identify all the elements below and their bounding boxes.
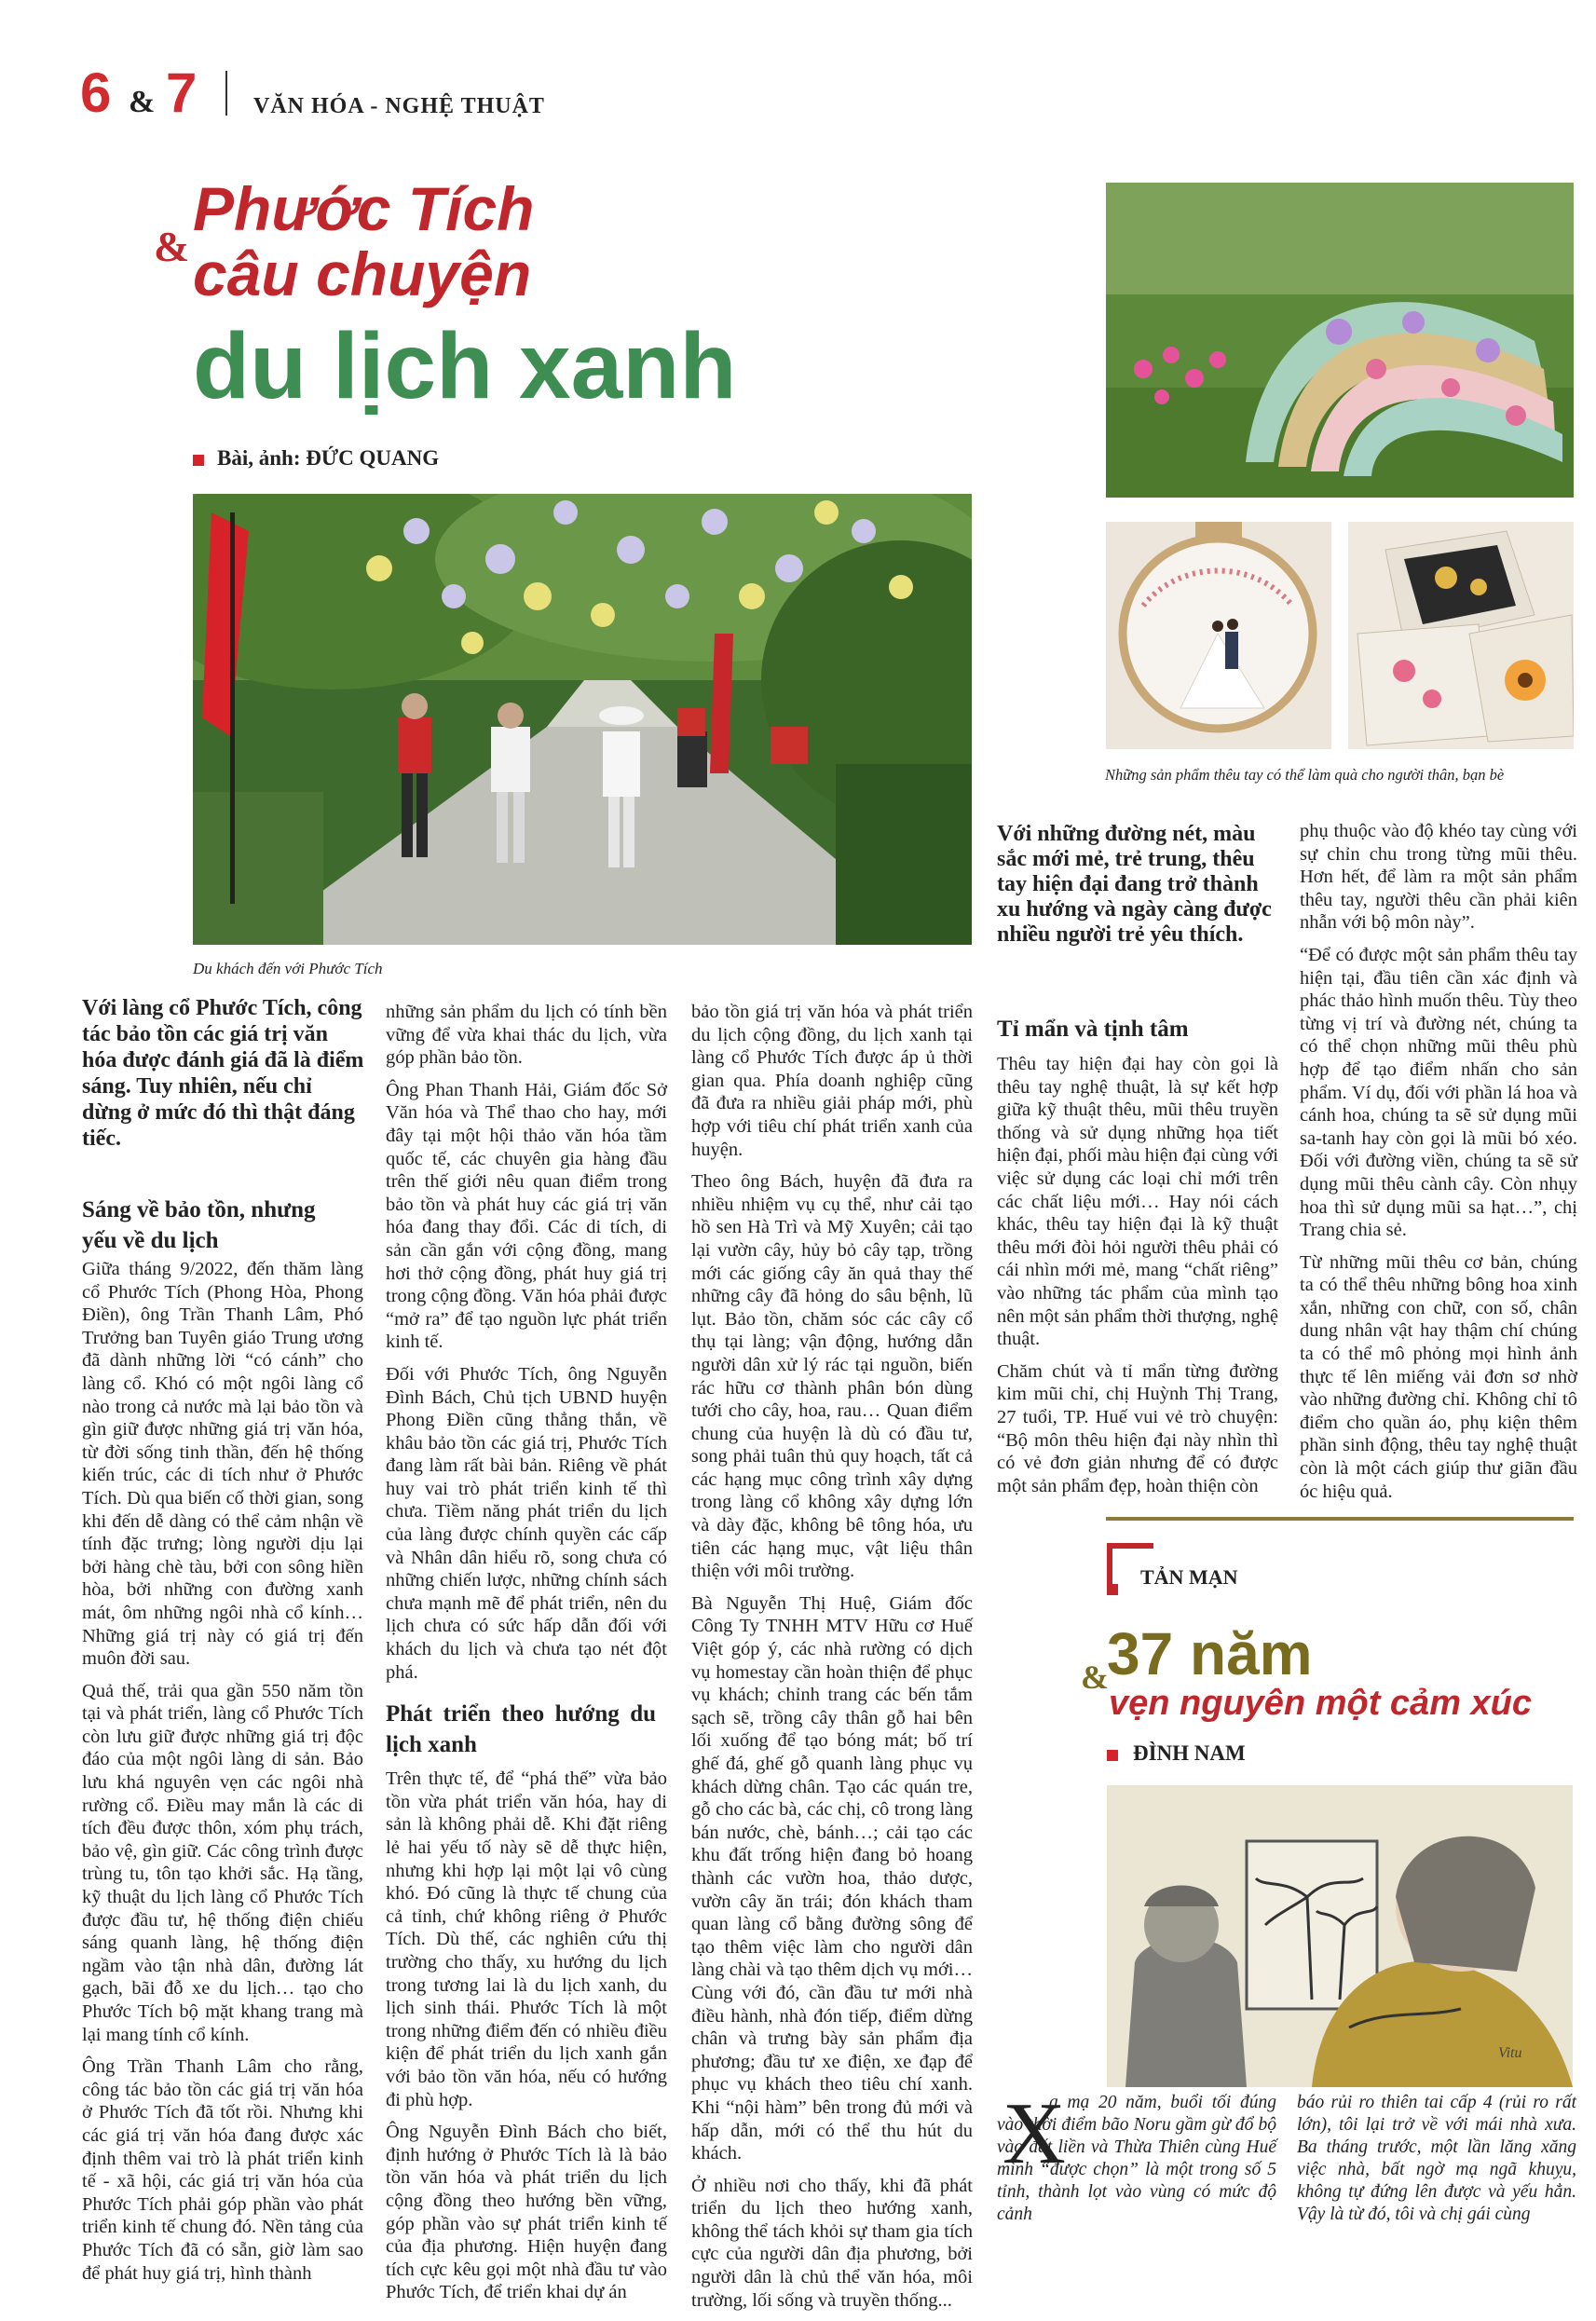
embroidery-box-photo: [1348, 522, 1574, 749]
embroidered-headbands-image: [1106, 183, 1574, 498]
village-path-photo: [193, 494, 972, 945]
tan-man-text-right: báo rủi ro thiên tai cấp 4 (rủi ro rất lớn), tôi lại trở về với mái nhà xưa. Ba tháng trước, một lần lăng xăng việc nhà, bất ngờ mạ ngã khuỵu, không tự đứng lên được và yếu hẳn. Vậy là từ đó, tôi và chị gái cùng: [1297, 2093, 1576, 2224]
page-number-right: 7: [166, 61, 198, 124]
tan-man-text-left: a mạ 20 năm, buổi tối đúng vào thời điểm bão Noru gầm gừ đổ bộ vào đất liền và Thừa Thiên cùng Huế mình “được chọn” là một trong số 5 tỉnh, thành lọt vào vùng có mức độ cảnh: [997, 2093, 1276, 2224]
col3-paragraph-3: Bà Nguyễn Thị Huệ, Giám đốc Công Ty TNHH MTV Hữu cơ Huế Việt góp ý, các nhà rường có dịch vụ homestay cần hoàn thiện để phục vụ khách; chỉnh trang các bến tắm sạch sẽ, trồng cây thân gỗ hai bên lối xuống để tạo bóng mát; bố trí ghế đá, ghế gỗ quanh làng phục vụ khách dừng chân. Tạo các quán tre, gỗ cho các bà, các chị, cô trong làng bán nước, chè, bánh…; cải tạo các khu đất trống hiện đang bỏ hoang thành các vườn hoa, thảo dược, vườn cây ăn trái; đón khách tham quan làng cổ bằng đường sông để tạo thêm việc làm cho người dân làng chài và tạo thêm dịch vụ mới… Cùng với đó, cần đầu tư mới nhà điều hành, nhà đón tiếp, điểm dừng chân và trưng bày sản phẩm địa phương; đầu tư xe điện, xe đạp để phục vụ khách theo tiêu chí xanh. Khi “nội hàm” bên trong đủ mới và hấp dẫn, mới có thể thu hút du khách.: [691, 1592, 973, 2164]
tan-man-label-box-bottom: [1107, 1584, 1118, 1595]
tan-man-label: TẢN MẠN: [1140, 1565, 1238, 1589]
column-2: [386, 1001, 667, 2314]
col3-paragraph-2: Theo ông Bách, huyện đã đưa ra nhiều nhiệm vụ cụ thể, như cải tạo hồ sen Hà Trì và Mỹ Xuyên; cải tạo lại vườn cây, hủy bỏ cây tạp, trồng mới các giống cây ăn quả thay thế những cây đã hỏng do sâu bệnh, lũ lụt. Bảo tồn, chăm sóc các cây cổ thụ tại làng; vận động, hướng dẫn người dân xử lý rác tại nguồn, biến rác hữu cơ thành phân bón dùng tưới cho cây, hoa, rau… Quan điểm chung của huyện là dù có đầu tư, song phải tuân thủ quy hoạch, tất cả các hạng mục công trình xây dựng trong làng cổ không xây dựng lớn và dày đặc, không bê tông hóa, ưu tiên các hạng mục, vật liệu thân thiện với môi trường.: [691, 1171, 973, 1582]
tan-man-amp: &: [1081, 1659, 1109, 1696]
header-divider: [225, 71, 227, 116]
svg-text:Vitu: Vitu: [1498, 2045, 1522, 2061]
lead-paragraph: Với làng cổ Phước Tích, công tác bảo tồn các giá trị văn hóa được đánh giá đã là điểm sáng. Tuy nhiên, nếu chỉ dừng ở mức đó thì thật đáng tiếc.: [82, 996, 364, 1151]
col5-paragraph-1: phụ thuộc vào độ khéo tay cùng với sự chỉn chu trong từng mũi thêu. Hơn hết, để làm ra một sản phẩm thêu tay, người thêu cần phải kiên nhẫn với bộ môn này”.: [1300, 821, 1577, 934]
col2-subhead: Phát triển theo hướng du lịch xanh: [386, 1701, 656, 1758]
col2-paragraph-5: Ông Nguyễn Đình Bách cho biết, định hướng ở Phước Tích là là bảo tồn văn hóa và phát triển du lịch cộng đồng theo hướng bền vững, góp phần vào sự phát triển kinh tế của địa phương. Hiện huyện đang tích cực kêu gọi một nhà đầu tư vào Phước Tích, để triển khai dự án: [386, 2122, 667, 2303]
byline: [193, 445, 439, 471]
embroidery-caption: Những sản phẩm thêu tay có thể làm quà cho người thân, bạn bè: [1105, 766, 1505, 784]
col1-subhead: Sáng về bảo tồn, nhưng yếu về du lịch: [82, 1197, 316, 1253]
headline-line1: Phước Tích: [193, 174, 535, 243]
col2-paragraph-4: Trên thực tế, để “phá thế” vừa bảo tồn vừa phát triển văn hóa, hay di sản là không phải dễ. Khi đặt riêng lẻ hai yếu tố này sẽ dễ thực hiện, nhưng khi hợp lại một lại vô cùng khó. Đó cũng là thực tế chung của cả tỉnh, chứ không riêng ở Phước Tích. Dù thế, các nghiên cứu thị trường cho thấy, xu hướng du lịch trong tương lai là du lịch xanh, du lịch sinh thái. Phước Tích là một trong những điểm đến có nhiều điều kiện để phát triển du lịch xanh gắn với bảo tồn văn hóa, nếu có hướng đi phù hợp.: [386, 1768, 667, 2110]
col2-paragraph-2: Ông Phan Thanh Hải, Giám đốc Sở Văn hóa và Thể thao cho hay, mới đây tại một hội thảo văn hóa tầm quốc tế, các chuyên gia hàng đầu trên thế giới nêu quan điểm trong bảo tồn và phát huy các giá trị văn hóa đang thay đổi. Các di tích, di sản cần gắn với cộng đồng, mang hơi thở cộng đồng, phát huy giá trị trong cộng đồng. Văn hóa phải được “mở ra” để tạo nguồn lực phát triển kinh tế.: [386, 1079, 667, 1353]
main-photo: [193, 494, 972, 945]
page-number-left: 6: [80, 61, 112, 124]
byline-marker: [193, 455, 204, 466]
column-1: [82, 1258, 363, 2294]
tan-man-byline-marker: [1107, 1750, 1118, 1761]
col4-subhead: Tỉ mẩn và tịnh tâm: [997, 1017, 1189, 1042]
mother-son-illustration: [1107, 1785, 1573, 2087]
tan-man-title-2: vẹn nguyên một cảm xúc: [1109, 1684, 1533, 1723]
pullquote: Với những đường nét, màu sắc mới mẻ, trẻ trung, thêu tay hiện đại đang trở thành xu hướng và ngày càng được nhiều người trẻ yêu thích.: [997, 822, 1272, 947]
byline-text: Bài, ảnh: ĐỨC QUANG: [217, 446, 440, 470]
tan-man-dropcap: X: [1003, 2085, 1066, 2182]
tan-man-byline: [1107, 1741, 1246, 1767]
section-title: VĂN HÓA - NGHỆ THUẬT: [253, 94, 545, 118]
col3-paragraph-1: bảo tồn giá trị văn hóa và phát triển du lịch cộng đồng, du lịch xanh tại làng cổ Phước Tích được áp ủ thời gian qua. Phía doanh nghiệp cũng đã đưa ra nhiều giải pháp mới, phù hợp với tiêu chí phát triển xanh của huyện.: [691, 1002, 973, 1160]
col1-paragraph-3: Ông Trần Thanh Lâm cho rằng, công tác bảo tồn các giá trị văn hóa ở Phước Tích đã tốt rồi. Nhưng khi các giá trị văn hóa đang được xác định thêm vai trò là phát triển kinh tế - xã hội, các giá trị văn hóa của Phước Tích phải góp phần vào phát triển kinh tế chung đó. Nền tảng của Phước Tích đã có sẵn, giờ làm sao để phát huy giá trị, hình thành: [82, 2056, 363, 2284]
col4-paragraph-1: Thêu tay hiện đại hay còn gọi là thêu tay nghệ thuật, là sự kết hợp giữa kỹ thuật thêu, mũi thêu truyền thống và sử dụng những họa tiết hiện đại, phối màu hiện đại cùng với việc sử dụng các loại chỉ mới trên các chất liệu mới… Hay nói cách khác, thêu tay hiện đại là kỹ thuật thêu mới đòi hỏi người thêu phải có cái nhìn mới mẻ, mang “chất riêng” vào những tác phẩm của mình tạo nên một sản phẩm thời thượng, nghệ thuật.: [997, 1054, 1278, 1350]
headline-line3: du lịch xanh: [193, 314, 737, 418]
col2-paragraph-1: những sản phẩm du lịch có tính bền vững để vừa khai thác du lịch, vừa góp phần bảo tồn.: [386, 1002, 667, 1069]
col3-paragraph-4: Ở nhiều nơi cho thấy, khi đã phát triển du lịch theo hướng xanh, không thể tách khỏi sự tham gia tích cực của người dân địa phương, bởi người dân là chủ thể văn hóa, môi trường, lối sống và truyền thống...: [691, 2175, 973, 2311]
tan-man-rule: [1106, 1517, 1574, 1521]
main-photo-caption: Du khách đến với Phước Tích: [193, 960, 383, 977]
page-number-amp: &: [129, 85, 156, 119]
tan-man-byline-text: ĐÌNH NAM: [1133, 1741, 1246, 1765]
embroidery-hoop-image: [1106, 522, 1331, 749]
column-5: [1300, 820, 1577, 1512]
col2-paragraph-3: Đối với Phước Tích, ông Nguyễn Đình Bách, Chủ tịch UBND huyện Phong Điền cũng thẳng thắn, về khâu bảo tồn các giá trị, Phước Tích đang làm rất bài bản. Riêng về phát huy vai trò phát triển kinh tế thì chưa. Tiềm năng phát triển du lịch của làng được chính quyền các cấp và Nhân dân hiểu rõ, song chưa có những chiến lược, những chính sách chưa mạnh mẽ để phát triển, nên du lịch chưa có sức hấp dẫn đối với khách du lịch và chưa tạo nét đột phá.: [386, 1363, 667, 1683]
col1-paragraph-2: Quả thế, trải qua gần 550 năm tồn tại và phát triển, làng cổ Phước Tích còn lưu giữ được những giá trị độc đáo của một ngôi làng di sản. Bảo lưu khá nguyên vẹn các ngôi nhà rường cổ. Điều may mắn là các di tích đều được thôn, xóm phụ trách, bảo vệ, gìn giữ. Các công trình được trùng tu, tôn tạo khởi sắc. Hạ tầng, kỹ thuật du lịch làng cổ Phước Tích được đầu tư, hệ thống điện chiếu sáng quanh làng, hệ thống điện ngầm vào tận nhà dân, đường lát gạch, bãi đỗ xe du lịch… tạo cho Phước Tích bộ mặt khang trang mà lại mang tính cổ kính.: [82, 1680, 363, 2045]
illustration-signature: [1498, 2045, 1521, 2061]
headbands-photo: [1106, 183, 1574, 498]
page-header: [80, 63, 676, 129]
col5-paragraph-2: “Để có được một sản phẩm thêu tay hiện tại, đầu tiên cần xác định và phác thảo hình muốn thêu. Tùy theo từng vị trí và đường nét, chúng ta có thể chọn những mũi thêu phù hợp để tạo điểm nhấn cho sản phẩm. Ví dụ, đối với phần lá hoa và cánh hoa, chúng ta sẽ sử dụng mũi sa-tanh hay còn gọi là mũi bó xéo. Đối với đường viền, chúng ta sẽ sử dụng mũi thêu cành cây. Còn nhụy hoa thì sử dụng mũi sa hạt…”, chị Trang chia sẻ.: [1300, 944, 1577, 1241]
headline-amp: &: [154, 223, 190, 270]
col1-paragraph-1: Giữa tháng 9/2022, đến thăm làng cổ Phước Tích (Phong Hòa, Phong Điền), ông Trần Thanh Lâm, Phó Trưởng ban Tuyên giáo Trung ương đã dành những lời “có cánh” cho làng cổ. Khó có một ngôi làng cổ nào trong cả nước mà lại bảo tồn và gìn giữ được những giá trị văn hóa, từ đời sống tinh thần, đến hệ thống kiến trúc, các di tích như ở Phước Tích. Dù qua biến cố thời gian, song khi đến dễ dàng có thể cảm nhận về tính đặc trưng; lòng người dịu lại bởi hàng chè tàu, bởi con sông hiền hòa, bởi những con đường xanh mát, ôm những ngôi nhà cổ kính… Những giá trị này có giá trị đến muôn đời sau.: [82, 1259, 363, 1670]
column-3: [691, 1001, 973, 2321]
col4-paragraph-2: Chăm chút và tỉ mẩn từng đường kim mũi chỉ, chị Huỳnh Thị Trang, 27 tuổi, TP. Huế vui vẻ trò chuyện: “Bộ môn thêu hiện đại này nhìn thì có vẻ đơn giản nhưng để có được một sản phẩm đẹp, hoàn thiện còn: [997, 1360, 1278, 1496]
headline-line2: câu chuyện: [193, 239, 532, 308]
col5-paragraph-3: Từ những mũi thêu cơ bản, chúng ta có thể thêu những bông hoa xinh xắn, những con chữ, con số, chân dung nhân vật hay thậm chí chúng ta có thể mô phỏng mọi hình ảnh thực tế lên miếng vải đơn sơ nhờ vào những đường chỉ. Không chỉ tô điểm cho quần áo, phụ kiện thêm phần sinh động, thêu tay nghệ thuật còn là một cách giúp thư giãn đầu óc hiệu quả.: [1300, 1251, 1577, 1502]
headline: [154, 175, 806, 436]
column-4: [997, 1053, 1278, 1507]
embroidery-hoop-photo: [1106, 522, 1331, 749]
tan-man-title-1: 37 năm: [1107, 1620, 1313, 1687]
embroidery-gift-box-image: [1348, 522, 1574, 749]
tan-man-illustration: [1107, 1785, 1573, 2087]
